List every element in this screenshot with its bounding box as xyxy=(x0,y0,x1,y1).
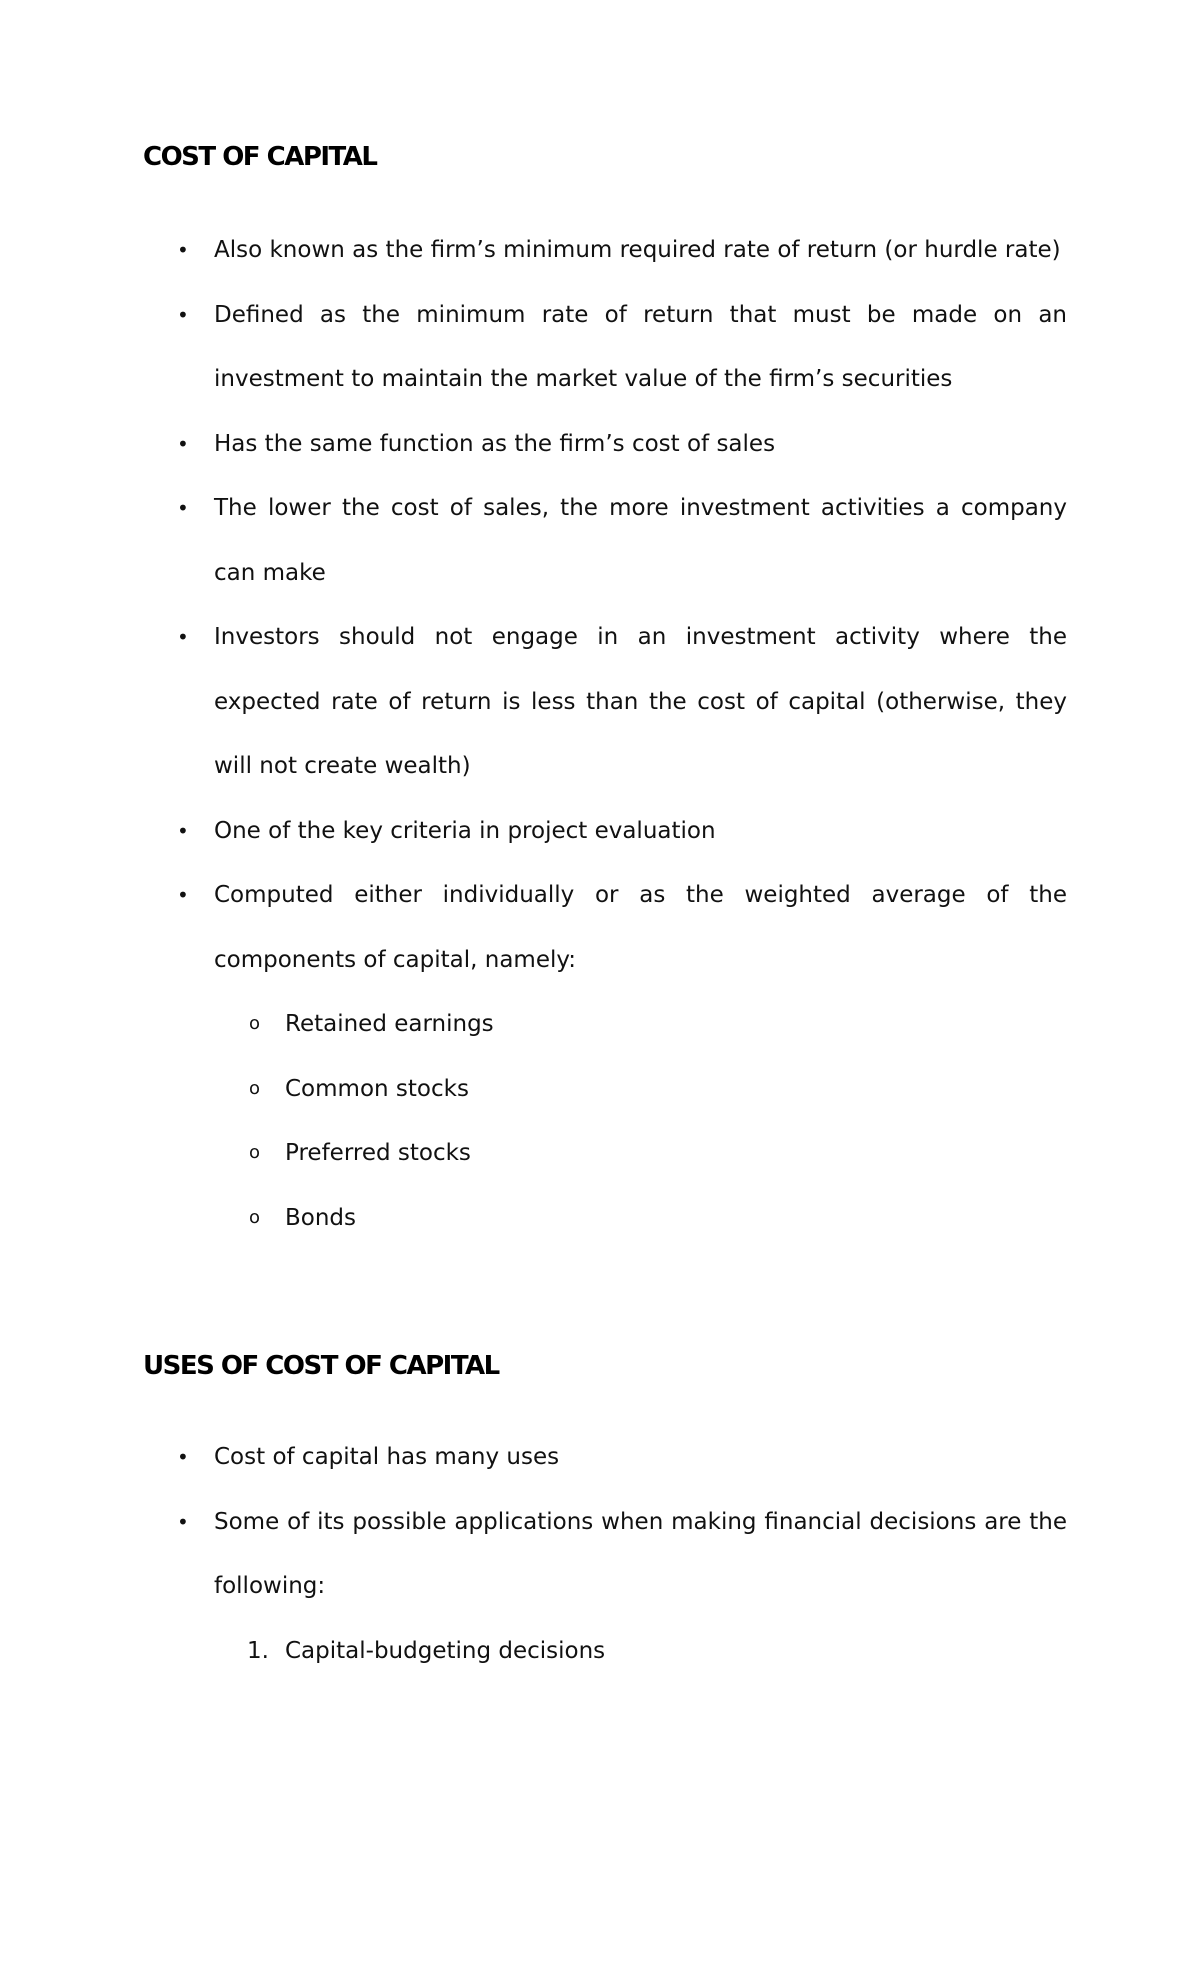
sub-bullet-marker: o xyxy=(249,1013,261,1034)
numbered-list-item xyxy=(247,1619,1067,1684)
applications-numbered-list xyxy=(214,1619,1067,1684)
list-item xyxy=(0,283,1067,412)
sub-bullet-marker: o xyxy=(249,1206,261,1228)
list-item xyxy=(0,476,1067,605)
list-item-text: Also known as the firm’s minimum required rate of return (or hurdle rate) xyxy=(214,237,1061,263)
list-item-text: Has the same function as the firm’s cost of sales xyxy=(214,430,776,457)
bullet-marker: • xyxy=(177,625,189,649)
list-item-text: The lower the cost of sales, the more investment activities a company can make xyxy=(214,495,1067,586)
numbered-list-item-text: Capital-budgeting decisions xyxy=(285,1637,606,1664)
list-item-text: Defined as the minimum rate of return that must be made on an investment to maintain the market value of the firm’s securities xyxy=(214,301,1067,392)
list-item-text: One of the key criteria in project evaluation xyxy=(214,817,716,844)
list-item xyxy=(0,1490,1067,1684)
bullet-marker: • xyxy=(177,496,189,520)
sub-bullet-marker: o xyxy=(249,1077,261,1099)
list-item xyxy=(0,1425,1067,1490)
list-item-text: Some of its possible applications when making financial decisions are the following: xyxy=(214,1508,1067,1599)
cost-of-capital-bullet-list xyxy=(0,218,1200,1250)
uses-bullet-list xyxy=(0,1425,1200,1683)
bullet-marker: • xyxy=(177,431,189,456)
list-item xyxy=(0,218,1067,283)
list-item-text: Investors should not engage in an investment activity where the expected rate of return is less than the cost of capital (otherwise, they will not create wealth) xyxy=(214,624,1067,779)
list-number: 1. xyxy=(247,1637,269,1664)
sub-list-item-text: Bonds xyxy=(285,1204,357,1231)
capital-components-sublist xyxy=(214,992,1067,1250)
section-heading-uses-of-cost-of-capital: USES OF COST OF CAPITAL xyxy=(143,1351,499,1381)
sub-list-item xyxy=(249,1121,1067,1186)
sub-list-item-text: Retained earnings xyxy=(285,1011,494,1037)
list-item xyxy=(0,605,1067,799)
sub-list-item xyxy=(249,992,1067,1057)
bullet-marker: • xyxy=(177,1509,189,1534)
sub-list-item xyxy=(249,1186,1067,1251)
bullet-marker: • xyxy=(177,302,189,327)
sub-list-item xyxy=(249,1057,1067,1122)
list-item xyxy=(0,412,1067,477)
list-item xyxy=(0,863,1067,1250)
bullet-marker: • xyxy=(177,238,189,262)
sub-list-item-text: Preferred stocks xyxy=(285,1140,471,1166)
list-item xyxy=(0,799,1067,864)
sub-bullet-marker: o xyxy=(249,1142,261,1163)
bullet-marker: • xyxy=(177,883,189,907)
bullet-marker: • xyxy=(177,818,189,843)
list-item-text: Cost of capital has many uses xyxy=(214,1444,560,1470)
section-heading-cost-of-capital: COST OF CAPITAL xyxy=(143,142,377,172)
sub-list-item-text: Common stocks xyxy=(285,1075,469,1102)
bullet-marker: • xyxy=(177,1445,189,1469)
list-item-text: Computed either individually or as the weighted average of the components of capital, namely: xyxy=(214,882,1067,973)
